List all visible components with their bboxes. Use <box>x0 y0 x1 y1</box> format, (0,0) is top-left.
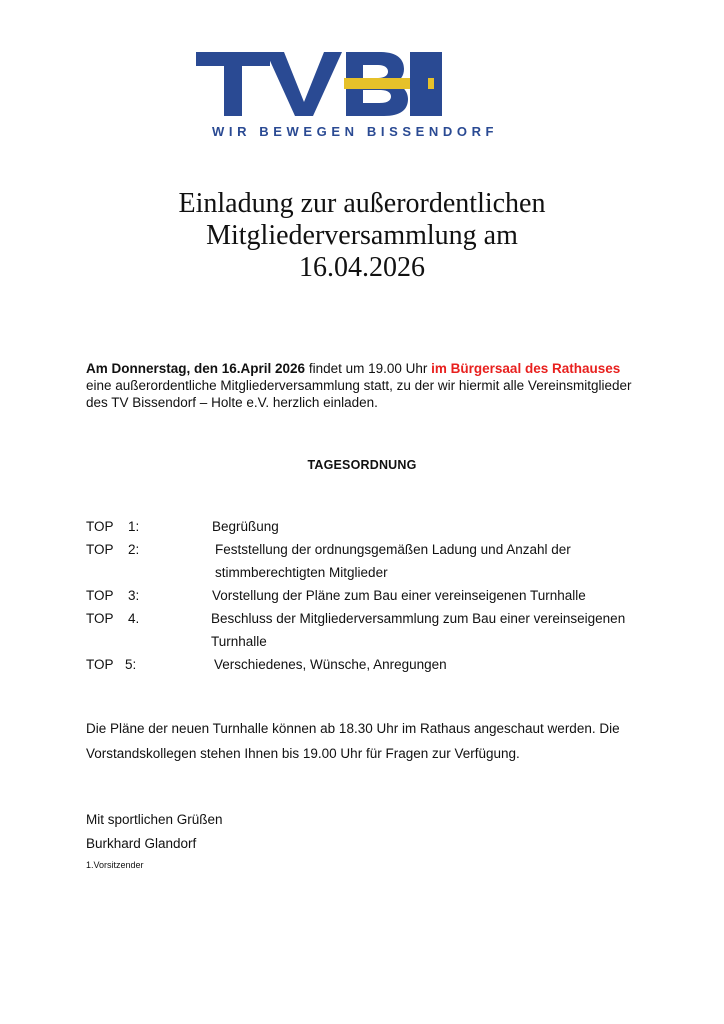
agenda-item <box>86 607 646 630</box>
signature-block <box>86 808 223 872</box>
meeting-venue: im Bürgersaal des Rathauses <box>431 361 621 376</box>
agenda-item-number: 1: <box>128 519 140 534</box>
closing-line-1: Die Pläne der neuen Turnhalle können ab 18.30 Uhr im Rathaus angeschaut werden. Die <box>86 721 620 736</box>
agenda-item-label: TOP <box>86 542 114 557</box>
greeting: Mit sportlichen Grüßen <box>86 812 223 827</box>
invitation-paragraph <box>86 360 646 411</box>
agenda-item-text: Beschluss der Mitgliederversammlung zum Bau einer vereinseigenen <box>211 611 626 626</box>
meeting-time: findet um 19.00 Uhr <box>305 361 432 376</box>
logo-tagline: WIR BEWEGEN BISSENDORF <box>212 124 499 139</box>
agenda-item-text-continued: stimmberechtigten Mitglieder <box>215 565 388 580</box>
signatory-name: Burkhard Glandorf <box>86 836 197 851</box>
agenda-item-label: TOP <box>86 519 114 534</box>
club-logo <box>0 0 724 150</box>
agenda-item-continuation <box>86 561 646 584</box>
agenda-item-text: Feststellung der ordnungsgemäßen Ladung und Anzahl der <box>215 542 571 557</box>
agenda-list <box>86 515 646 676</box>
agenda-item <box>86 515 646 538</box>
intro-line-3: des TV Bissendorf – Holte e.V. herzlich einladen. <box>86 395 378 410</box>
agenda-item-text-continued: Turnhalle <box>211 634 267 649</box>
title-line-3: 16.04.2026 <box>299 252 425 283</box>
closing-line-2: Vorstandskollegen stehen Ihnen bis 19.00 Uhr für Fragen zur Verfügung. <box>86 746 520 761</box>
signatory-role: 1.Vorsitzender <box>86 860 144 870</box>
closing-paragraph <box>86 716 646 766</box>
agenda-heading: TAGESORDNUNG <box>307 458 417 472</box>
document-title <box>100 188 624 284</box>
title-line-1: Einladung zur außerordentlichen <box>178 188 546 219</box>
agenda-item-text: Begrüßung <box>212 519 279 534</box>
agenda-item-text: Verschiedenes, Wünsche, Anregungen <box>214 657 447 672</box>
agenda-item-number: 5: <box>125 657 137 672</box>
agenda-item-number: 3: <box>128 588 140 603</box>
agenda-item-text: Vorstellung der Pläne zum Bau einer vereinseigenen Turnhalle <box>212 588 586 603</box>
agenda-item <box>86 538 646 561</box>
agenda-item-label: TOP <box>86 588 114 603</box>
agenda-item-label: TOP <box>86 611 114 626</box>
title-line-2: Mitgliederversammlung am <box>206 220 518 251</box>
intro-line-1 <box>86 360 646 377</box>
agenda-item-label: TOP <box>86 657 114 672</box>
agenda-item <box>86 653 646 676</box>
agenda-item-continuation <box>86 630 646 653</box>
agenda-item <box>86 584 646 607</box>
meeting-date: Am Donnerstag, den 16.April 2026 <box>86 361 306 376</box>
agenda-item-number: 4. <box>128 611 140 626</box>
intro-line-2: eine außerordentliche Mitgliederversammlung statt, zu der wir hiermit alle Vereinsmitglieder <box>86 378 632 393</box>
agenda-item-number: 2: <box>128 542 140 557</box>
